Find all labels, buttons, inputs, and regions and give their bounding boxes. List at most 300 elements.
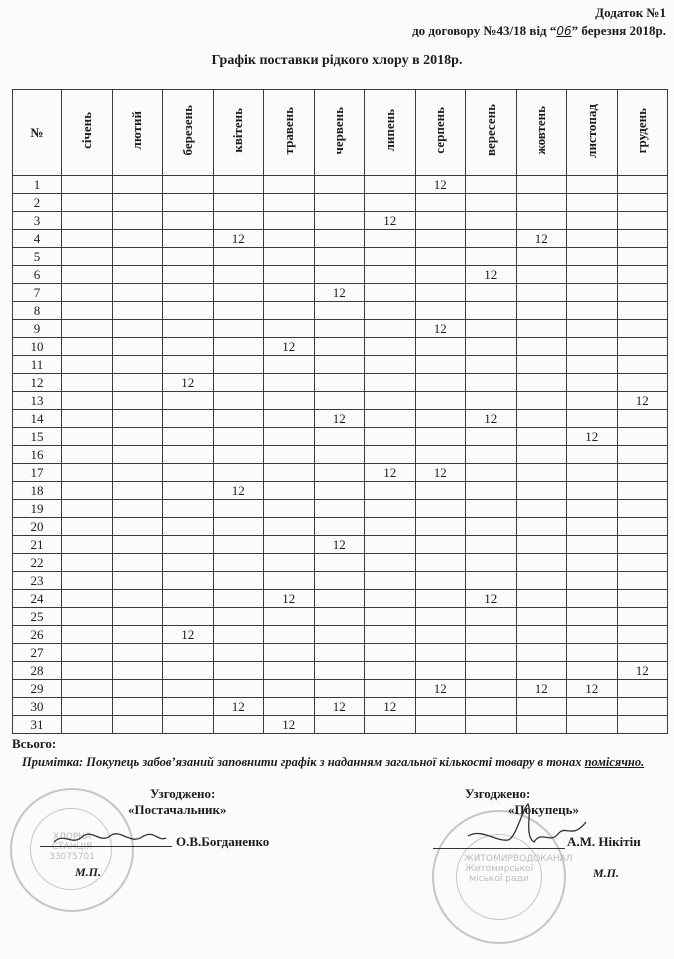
quantity-cell xyxy=(365,572,416,590)
quantity-cell xyxy=(415,356,466,374)
quantity-cell xyxy=(567,716,618,734)
quantity-cell xyxy=(516,644,567,662)
quantity-cell xyxy=(415,698,466,716)
quantity-cell xyxy=(62,320,113,338)
quantity-cell xyxy=(62,230,113,248)
quantity-cell xyxy=(62,302,113,320)
column-header-month xyxy=(617,90,668,176)
quantity-cell xyxy=(466,644,517,662)
quantity-cell xyxy=(365,338,416,356)
quantity-cell xyxy=(415,608,466,626)
table-body xyxy=(13,176,668,734)
quantity-cell xyxy=(466,194,517,212)
quantity-cell xyxy=(466,356,517,374)
quantity-cell xyxy=(112,266,163,284)
quantity-cell xyxy=(314,374,365,392)
quantity-cell xyxy=(213,644,264,662)
quantity-cell xyxy=(112,374,163,392)
day-number-cell: 16 xyxy=(13,446,62,464)
quantity-cell xyxy=(466,284,517,302)
quantity-cell xyxy=(264,194,315,212)
day-number-cell: 30 xyxy=(13,698,62,716)
quantity-cell xyxy=(365,374,416,392)
quantity-cell xyxy=(466,374,517,392)
table-header-row xyxy=(13,90,668,176)
quantity-cell xyxy=(567,518,618,536)
quantity-cell xyxy=(112,554,163,572)
note-text: Примітка: Покупець забов’язаний заповнити графік з наданням загальної кількості товару в тонах xyxy=(22,755,585,769)
quantity-cell xyxy=(365,248,416,266)
quantity-cell: 12 xyxy=(264,716,315,734)
quantity-cell xyxy=(617,518,668,536)
day-number-cell: 14 xyxy=(13,410,62,428)
day-number-cell: 28 xyxy=(13,662,62,680)
day-number-cell: 6 xyxy=(13,266,62,284)
quantity-cell xyxy=(314,482,365,500)
quantity-cell xyxy=(466,626,517,644)
quantity-cell xyxy=(516,554,567,572)
quantity-cell xyxy=(415,716,466,734)
quantity-cell xyxy=(264,680,315,698)
note xyxy=(22,754,662,770)
quantity-cell xyxy=(163,302,214,320)
quantity-cell xyxy=(163,680,214,698)
table-row xyxy=(13,644,668,662)
table-row xyxy=(13,266,668,284)
quantity-cell xyxy=(213,194,264,212)
quantity-cell xyxy=(213,176,264,194)
quantity-cell xyxy=(62,446,113,464)
quantity-cell xyxy=(163,644,214,662)
day-number-cell: 11 xyxy=(13,356,62,374)
quantity-cell xyxy=(365,320,416,338)
table-row xyxy=(13,320,668,338)
delivery-schedule-table xyxy=(12,89,668,734)
quantity-cell xyxy=(516,518,567,536)
quantity-cell xyxy=(516,608,567,626)
quantity-cell xyxy=(415,572,466,590)
quantity-cell xyxy=(264,572,315,590)
quantity-cell xyxy=(567,500,618,518)
quantity-cell xyxy=(213,248,264,266)
quantity-cell xyxy=(415,410,466,428)
quantity-cell xyxy=(516,338,567,356)
quantity-cell xyxy=(617,410,668,428)
quantity-cell: 12 xyxy=(163,374,214,392)
quantity-cell xyxy=(314,302,365,320)
quantity-cell xyxy=(415,428,466,446)
quantity-cell xyxy=(213,266,264,284)
day-number-cell: 27 xyxy=(13,644,62,662)
quantity-cell xyxy=(415,554,466,572)
quantity-cell xyxy=(516,716,567,734)
quantity-cell xyxy=(415,266,466,284)
quantity-cell xyxy=(567,572,618,590)
column-header-month xyxy=(314,90,365,176)
quantity-cell xyxy=(62,410,113,428)
quantity-cell xyxy=(466,212,517,230)
quantity-cell xyxy=(264,248,315,266)
quantity-cell xyxy=(112,500,163,518)
day-number-cell: 23 xyxy=(13,572,62,590)
quantity-cell xyxy=(314,248,365,266)
quantity-cell: 12 xyxy=(567,680,618,698)
day-number-cell: 9 xyxy=(13,320,62,338)
quantity-cell xyxy=(112,248,163,266)
quantity-cell xyxy=(617,698,668,716)
quantity-cell xyxy=(264,176,315,194)
quantity-cell xyxy=(264,410,315,428)
table-row xyxy=(13,590,668,608)
table-row xyxy=(13,428,668,446)
quantity-cell xyxy=(112,356,163,374)
quantity-cell xyxy=(365,644,416,662)
quantity-cell xyxy=(314,626,365,644)
table-row xyxy=(13,374,668,392)
annex-label: Додаток №1 xyxy=(595,5,666,20)
quantity-cell xyxy=(163,482,214,500)
quantity-cell xyxy=(617,680,668,698)
month-label: липень xyxy=(381,109,397,152)
quantity-cell xyxy=(314,680,365,698)
quantity-cell xyxy=(112,536,163,554)
quantity-cell xyxy=(314,338,365,356)
quantity-cell xyxy=(314,500,365,518)
quantity-cell xyxy=(264,230,315,248)
quantity-cell xyxy=(163,554,214,572)
table-row xyxy=(13,338,668,356)
quantity-cell xyxy=(213,554,264,572)
quantity-cell xyxy=(163,284,214,302)
quantity-cell: 12 xyxy=(365,464,416,482)
quantity-cell xyxy=(62,608,113,626)
day-number-cell: 25 xyxy=(13,608,62,626)
quantity-cell xyxy=(617,338,668,356)
quantity-cell xyxy=(213,680,264,698)
month-label: лютий xyxy=(129,111,145,150)
quantity-cell xyxy=(264,482,315,500)
month-label: травень xyxy=(280,106,296,155)
quantity-cell xyxy=(314,428,365,446)
quantity-cell xyxy=(617,716,668,734)
quantity-cell xyxy=(365,554,416,572)
quantity-cell xyxy=(112,284,163,302)
quantity-cell xyxy=(466,302,517,320)
quantity-cell xyxy=(163,698,214,716)
quantity-cell xyxy=(415,662,466,680)
quantity-cell xyxy=(516,446,567,464)
quantity-cell xyxy=(567,644,618,662)
quantity-cell: 12 xyxy=(213,230,264,248)
table-row xyxy=(13,518,668,536)
quantity-cell xyxy=(365,392,416,410)
quantity-cell xyxy=(264,266,315,284)
quantity-cell xyxy=(163,176,214,194)
quantity-cell xyxy=(213,428,264,446)
quantity-cell xyxy=(466,428,517,446)
table-row xyxy=(13,716,668,734)
quantity-cell: 12 xyxy=(365,698,416,716)
quantity-cell xyxy=(163,230,214,248)
quantity-cell xyxy=(163,716,214,734)
table-row xyxy=(13,176,668,194)
quantity-cell xyxy=(617,626,668,644)
table-row xyxy=(13,626,668,644)
quantity-cell xyxy=(466,482,517,500)
quantity-cell xyxy=(466,500,517,518)
quantity-cell xyxy=(163,410,214,428)
table-row xyxy=(13,410,668,428)
quantity-cell xyxy=(62,644,113,662)
month-label: червень xyxy=(331,106,347,155)
day-number-cell: 4 xyxy=(13,230,62,248)
quantity-cell: 12 xyxy=(617,662,668,680)
table-row xyxy=(13,284,668,302)
quantity-cell xyxy=(62,428,113,446)
quantity-cell xyxy=(213,590,264,608)
buyer-stamp-text: ЖИТОМИРВОДОКАНАЛ Житомирської міської ради xyxy=(464,854,573,884)
quantity-cell xyxy=(365,626,416,644)
quantity-cell xyxy=(213,356,264,374)
quantity-cell xyxy=(567,374,618,392)
buyer-name: А.М. Нікітін xyxy=(567,834,641,849)
quantity-cell xyxy=(314,572,365,590)
quantity-cell xyxy=(264,698,315,716)
quantity-cell xyxy=(516,698,567,716)
quantity-cell xyxy=(365,608,416,626)
quantity-cell xyxy=(62,194,113,212)
quantity-cell xyxy=(415,212,466,230)
quantity-cell xyxy=(466,176,517,194)
quantity-cell xyxy=(112,518,163,536)
day-number-cell: 10 xyxy=(13,338,62,356)
quantity-cell xyxy=(163,446,214,464)
quantity-cell xyxy=(617,302,668,320)
column-header-number xyxy=(13,90,62,176)
quantity-cell xyxy=(112,194,163,212)
quantity-cell xyxy=(617,248,668,266)
quantity-cell xyxy=(62,266,113,284)
quantity-cell xyxy=(62,662,113,680)
quantity-cell: 12 xyxy=(466,410,517,428)
quantity-cell xyxy=(516,572,567,590)
quantity-cell xyxy=(62,680,113,698)
quantity-cell xyxy=(415,230,466,248)
supplier-seal-label: М.П. xyxy=(75,865,102,879)
quantity-cell xyxy=(466,698,517,716)
quantity-cell xyxy=(516,284,567,302)
quantity-cell xyxy=(567,266,618,284)
quantity-cell xyxy=(264,428,315,446)
table-row xyxy=(13,608,668,626)
quantity-cell xyxy=(62,392,113,410)
quantity-cell xyxy=(516,320,567,338)
quantity-cell xyxy=(567,230,618,248)
quantity-cell xyxy=(516,176,567,194)
quantity-cell xyxy=(466,338,517,356)
quantity-cell xyxy=(415,644,466,662)
quantity-cell xyxy=(264,284,315,302)
quantity-cell xyxy=(62,554,113,572)
quantity-cell xyxy=(567,302,618,320)
column-header-month xyxy=(466,90,517,176)
quantity-cell xyxy=(516,482,567,500)
quantity-cell xyxy=(314,194,365,212)
table-row xyxy=(13,536,668,554)
quantity-cell xyxy=(617,500,668,518)
quantity-cell xyxy=(264,392,315,410)
day-number-cell: 21 xyxy=(13,536,62,554)
quantity-cell xyxy=(62,356,113,374)
quantity-cell: 12 xyxy=(567,428,618,446)
quantity-cell xyxy=(516,266,567,284)
quantity-cell xyxy=(466,248,517,266)
quantity-cell xyxy=(617,284,668,302)
quantity-cell: 12 xyxy=(415,464,466,482)
quantity-cell xyxy=(617,230,668,248)
table-row xyxy=(13,302,668,320)
quantity-cell xyxy=(112,446,163,464)
quantity-cell xyxy=(466,680,517,698)
quantity-cell xyxy=(62,284,113,302)
quantity-cell xyxy=(163,428,214,446)
quantity-cell xyxy=(365,428,416,446)
quantity-cell xyxy=(112,428,163,446)
day-number-cell: 5 xyxy=(13,248,62,266)
quantity-cell xyxy=(314,662,365,680)
quantity-cell xyxy=(163,392,214,410)
table-row xyxy=(13,446,668,464)
quantity-cell xyxy=(62,464,113,482)
day-number-cell: 2 xyxy=(13,194,62,212)
day-number-cell: 15 xyxy=(13,428,62,446)
document-title: Графік поставки рідкого хлору в 2018р. xyxy=(211,53,463,68)
quantity-cell xyxy=(516,500,567,518)
quantity-cell xyxy=(213,392,264,410)
quantity-cell xyxy=(415,248,466,266)
quantity-cell xyxy=(567,212,618,230)
quantity-cell xyxy=(466,230,517,248)
quantity-cell xyxy=(516,302,567,320)
quantity-cell xyxy=(264,356,315,374)
quantity-cell xyxy=(314,644,365,662)
quantity-cell xyxy=(365,590,416,608)
quantity-cell xyxy=(314,446,365,464)
month-label: квітень xyxy=(230,108,246,153)
quantity-cell xyxy=(163,572,214,590)
quantity-cell xyxy=(567,608,618,626)
quantity-cell xyxy=(466,662,517,680)
table-row xyxy=(13,482,668,500)
supplier-stamp-text: ХЛОРНА СТАНЦІЯ 33075701 xyxy=(49,832,95,862)
quantity-cell xyxy=(213,536,264,554)
quantity-cell xyxy=(62,374,113,392)
quantity-cell xyxy=(112,338,163,356)
quantity-cell xyxy=(213,410,264,428)
quantity-cell xyxy=(62,590,113,608)
day-number-cell: 26 xyxy=(13,626,62,644)
quantity-cell xyxy=(213,518,264,536)
quantity-cell xyxy=(617,608,668,626)
contract-suffix: ” березня 2018р. xyxy=(571,23,666,38)
quantity-cell xyxy=(62,698,113,716)
day-number-cell: 29 xyxy=(13,680,62,698)
quantity-cell xyxy=(365,356,416,374)
quantity-cell xyxy=(365,176,416,194)
quantity-cell xyxy=(567,698,618,716)
quantity-cell xyxy=(365,518,416,536)
quantity-cell: 12 xyxy=(415,320,466,338)
quantity-cell xyxy=(264,626,315,644)
quantity-cell xyxy=(112,212,163,230)
quantity-cell xyxy=(264,500,315,518)
quantity-cell xyxy=(567,464,618,482)
quantity-cell xyxy=(163,266,214,284)
quantity-cell xyxy=(264,608,315,626)
quantity-cell xyxy=(62,482,113,500)
quantity-cell xyxy=(163,212,214,230)
quantity-cell xyxy=(314,590,365,608)
day-number-cell: 3 xyxy=(13,212,62,230)
quantity-cell xyxy=(365,536,416,554)
month-label: січень xyxy=(78,112,94,149)
quantity-cell xyxy=(314,518,365,536)
quantity-cell xyxy=(163,662,214,680)
quantity-cell xyxy=(567,356,618,374)
column-header-month xyxy=(567,90,618,176)
quantity-cell xyxy=(365,194,416,212)
quantity-cell xyxy=(112,626,163,644)
quantity-cell xyxy=(617,464,668,482)
quantity-cell xyxy=(112,644,163,662)
quantity-cell xyxy=(617,194,668,212)
quantity-cell xyxy=(62,338,113,356)
quantity-cell xyxy=(415,338,466,356)
day-number-cell: 7 xyxy=(13,284,62,302)
quantity-cell: 12 xyxy=(314,536,365,554)
supplier-signature-line xyxy=(40,846,172,847)
column-header-month xyxy=(213,90,264,176)
quantity-cell: 12 xyxy=(516,230,567,248)
quantity-cell xyxy=(365,446,416,464)
quantity-cell xyxy=(617,356,668,374)
quantity-cell xyxy=(314,320,365,338)
column-header-month xyxy=(415,90,466,176)
quantity-cell xyxy=(365,500,416,518)
quantity-cell xyxy=(264,464,315,482)
quantity-cell xyxy=(567,338,618,356)
quantity-cell xyxy=(264,554,315,572)
quantity-cell xyxy=(617,320,668,338)
month-label: жовтень xyxy=(533,106,549,155)
quantity-cell: 12 xyxy=(213,698,264,716)
quantity-cell xyxy=(617,482,668,500)
quantity-cell xyxy=(112,608,163,626)
quantity-cell: 12 xyxy=(213,482,264,500)
quantity-cell xyxy=(112,482,163,500)
quantity-cell xyxy=(112,230,163,248)
quantity-cell xyxy=(415,302,466,320)
table-row xyxy=(13,464,668,482)
quantity-cell xyxy=(213,338,264,356)
quantity-cell xyxy=(365,662,416,680)
quantity-cell xyxy=(567,248,618,266)
quantity-cell xyxy=(62,248,113,266)
quantity-cell xyxy=(62,716,113,734)
quantity-cell xyxy=(314,176,365,194)
quantity-cell xyxy=(264,302,315,320)
quantity-cell xyxy=(516,536,567,554)
